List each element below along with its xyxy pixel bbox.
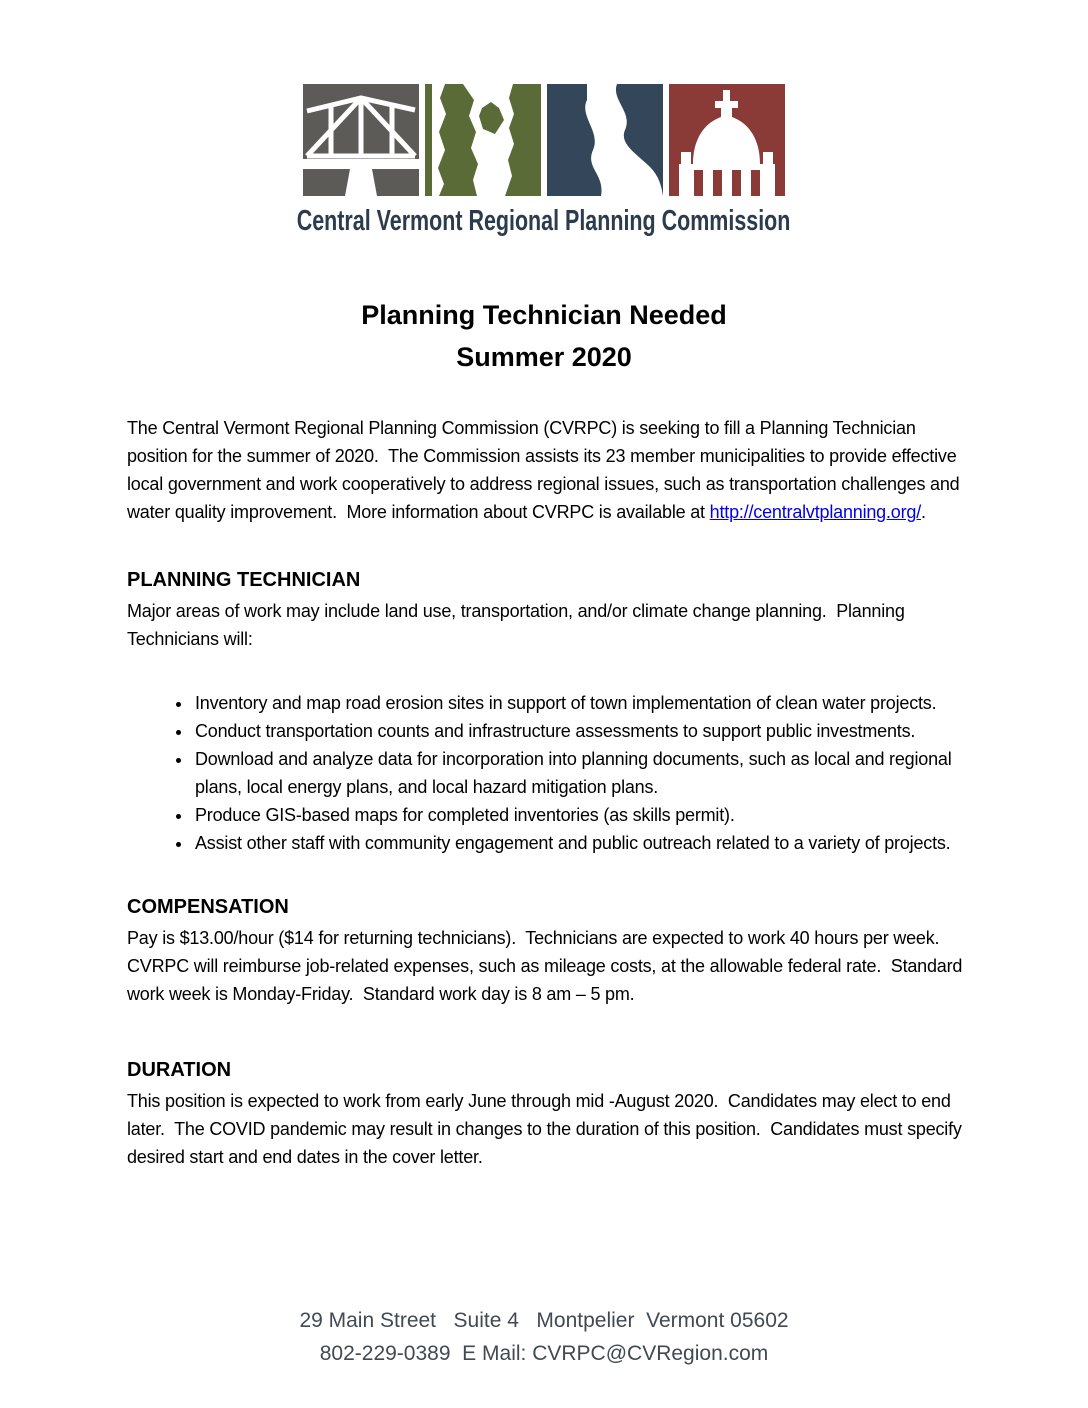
duration-heading: DURATION: [127, 1059, 232, 1081]
capitol-dome-icon: [669, 84, 785, 196]
bridge-icon: [303, 84, 419, 196]
list-item: • Assist other staff with community engagement and public outreach related to a variety of projects.: [193, 829, 963, 857]
footer-contact: 802-229-0389 E Mail: CVRPC@CVRegion.com: [319, 1342, 769, 1365]
page-title-line1: Planning Technician Needed: [361, 300, 727, 330]
logo-wordmark: Central Vermont Regional Planning Commission: [297, 205, 791, 237]
footer-address: 29 Main Street Suite 4 Montpelier Vermont 05602: [299, 1309, 789, 1332]
duration-body: This position is expected to work from early June through mid -August 2020. Candidates may elect to end later. The COVID pandemic may result in changes to the duration of this position. Candidates must specify desired start and end dates in the cover letter.: [127, 1091, 967, 1167]
planning-technician-body: Major areas of work may include land use, transportation, and/or climate change planning. Planning Technicians will:: [127, 601, 910, 649]
compensation-heading: COMPENSATION: [127, 896, 289, 918]
planning-duties-list: [127, 689, 963, 857]
intro-paragraph: [127, 414, 963, 526]
logo-panels: [0, 84, 1088, 196]
document-body: [127, 414, 968, 1171]
intro-text: The Central Vermont Regional Planning Commission (CVRPC) is seeking to fill a Planning Technician position for the summer of 2020. The Commission assists its 23 member municipalities to provide effective local government and work cooperatively to address regional issues, such as transportation challenges and water quality improvement. More information about CVRPC is available at: [127, 418, 965, 522]
list-item: • Conduct transportation counts and infrastructure assessments to support public investments.: [193, 717, 963, 745]
planning-technician-heading: PLANNING TECHNICIAN: [127, 569, 361, 591]
document-footer: [0, 1304, 1088, 1370]
page-title: [0, 294, 1088, 378]
list-item: • Download and analyze data for incorporation into planning documents, such as local and regional plans, local energy plans, and local hazard mitigation plans.: [193, 745, 963, 801]
cvrpc-website-link[interactable]: http://centralvtplanning.org/: [709, 502, 922, 522]
cvrpc-logo: [0, 0, 1088, 238]
page-title-line2: Summer 2020: [456, 342, 632, 372]
intro-text-after-link: .: [921, 502, 926, 522]
list-item: • Inventory and map road erosion sites in support of town implementation of clean water projects.: [193, 689, 963, 717]
river-icon: [547, 84, 663, 196]
list-item: • Produce GIS-based maps for completed inventories (as skills permit).: [193, 801, 963, 829]
vermont-state-icon: [425, 84, 541, 196]
compensation-body: Pay is $13.00/hour ($14 for returning technicians). Technicians are expected to work 40 hours per week. CVRPC will reimburse job-related expenses, such as mileage costs, at the allowable federal rate. Standard work week is Monday-Friday. Standard work day is 8 am – 5 pm.: [127, 928, 968, 1004]
